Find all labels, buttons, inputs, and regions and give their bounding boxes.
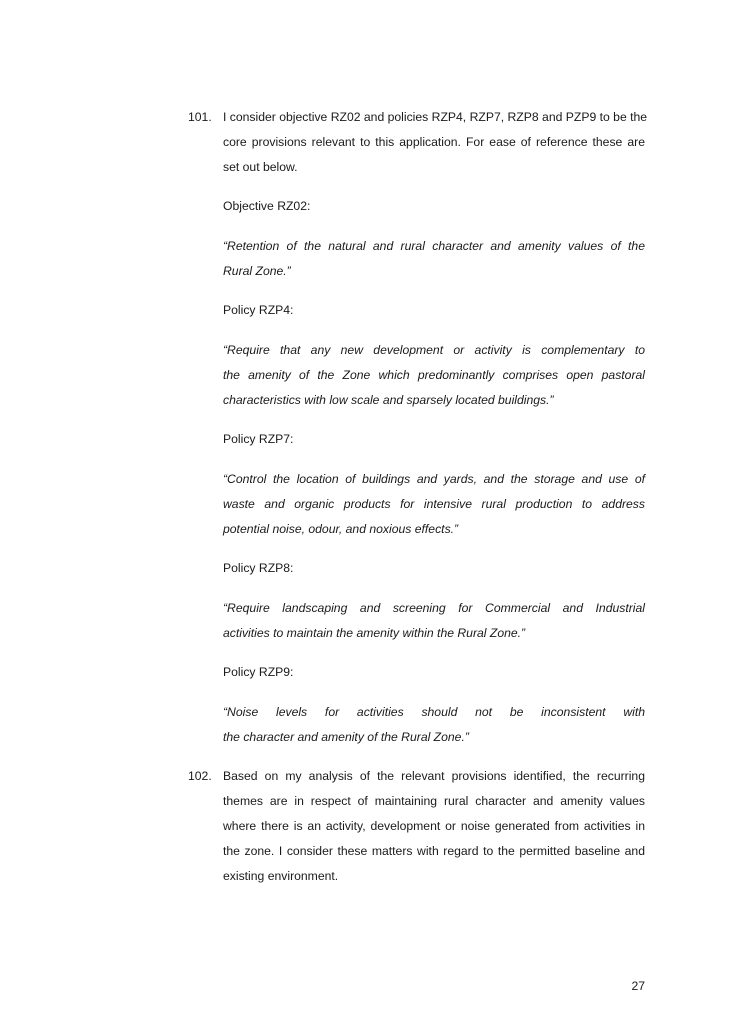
quote-line: the character and amenity of the Rural Zone.” [223,730,469,744]
paragraph-line: existing environment. [223,869,339,883]
quote-line: waste and organic products for intensive rural production to address [223,497,645,511]
page-number: 27 [631,979,645,993]
paragraph-number: 101. [188,110,212,124]
quote-line: activities to maintain the amenity within the Rural Zone.” [223,626,526,640]
paragraph-line: I consider objective RZ02 and policies RZP4, RZP7, RZP8 and PZP9 to be the [223,110,648,124]
paragraph-line: Based on my analysis of the relevant provisions identified, the recurring [223,769,645,783]
policy-label: Policy RZP4: [223,303,294,317]
policy-label: Policy RZP9: [223,665,294,679]
objective-label: Objective RZ02: [223,199,311,213]
quote-line: “Require that any new development or activity is complementary to [223,343,645,357]
paragraph-line: themes are in respect of maintaining rural character and amenity values [223,794,645,808]
paragraph-line: where there is an activity, development or noise generated from activities in [223,819,645,833]
quote-line: “Control the location of buildings and yards, and the storage and use of [223,472,645,486]
quote-line: “Noise levels for activities should not be inconsistent with [223,705,645,719]
quote-line: characteristics with low scale and sparsely located buildings.” [223,393,554,407]
paragraph-line: set out below. [223,160,298,174]
quote-line: the amenity of the Zone which predominantly comprises open pastoral [223,368,645,382]
policy-label: Policy RZP8: [223,561,294,575]
quote-line: Rural Zone.” [223,264,291,278]
quote-line: potential noise, odour, and noxious effects.” [223,522,459,536]
paragraph-line: the zone. I consider these matters with regard to the permitted baseline and [223,844,645,858]
paragraph-number: 102. [188,769,212,783]
paragraph-line: core provisions relevant to this application. For ease of reference these are [223,135,645,149]
quote-line: “Retention of the natural and rural character and amenity values of the [223,239,645,253]
quote-line: “Require landscaping and screening for Commercial and Industrial [223,601,645,615]
policy-label: Policy RZP7: [223,432,294,446]
